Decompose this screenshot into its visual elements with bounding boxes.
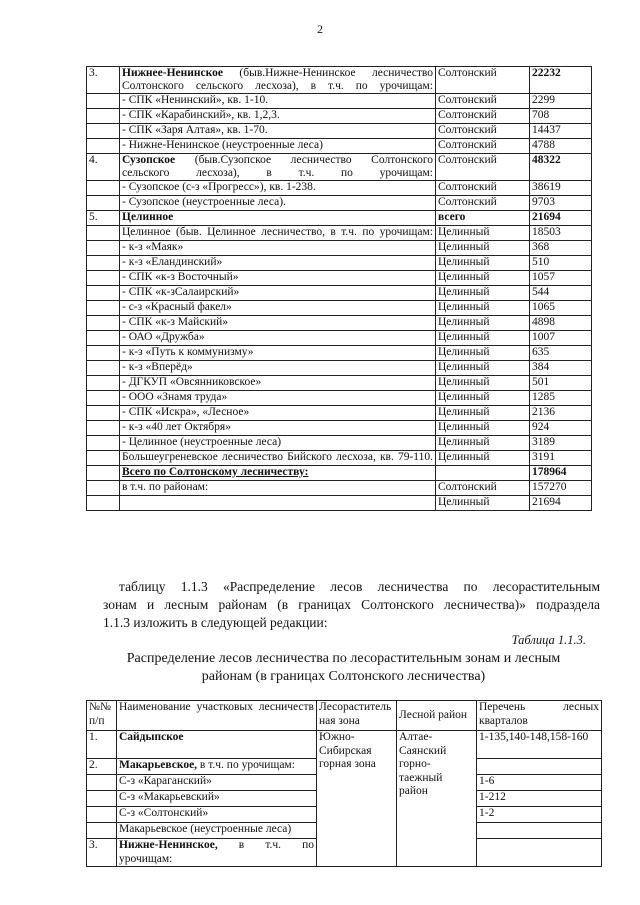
row-number bbox=[87, 466, 120, 481]
table-row bbox=[87, 331, 592, 346]
row-value: 3189 bbox=[530, 436, 592, 451]
row-number bbox=[87, 481, 120, 496]
name-text: - СПК «к-з Майский» bbox=[122, 316, 229, 328]
row-zone: Солтонский bbox=[436, 154, 530, 181]
row-number bbox=[87, 496, 120, 511]
name-text: - ООО «Знамя труда» bbox=[122, 391, 228, 403]
table-row bbox=[87, 226, 592, 241]
row-name bbox=[120, 436, 436, 451]
table-row bbox=[87, 301, 592, 316]
row-name bbox=[120, 481, 436, 496]
table-row bbox=[87, 481, 592, 496]
row-value: 708 bbox=[530, 109, 592, 124]
name-text: С-з «Караганский» bbox=[119, 775, 212, 787]
table-row bbox=[87, 109, 592, 124]
row-name bbox=[120, 139, 436, 154]
row-zone: Целинный bbox=[436, 226, 530, 241]
name-text: - СПК «к-зСалаирский» bbox=[122, 286, 240, 298]
row-zone: Солтонский bbox=[436, 181, 530, 196]
row-zone: Целинный bbox=[436, 316, 530, 331]
row-number bbox=[87, 139, 120, 154]
row-name bbox=[117, 775, 317, 791]
row-value: 924 bbox=[530, 421, 592, 436]
row-name bbox=[120, 241, 436, 256]
name-text: - Нижне-Ненинское (неустроенные леса) bbox=[122, 139, 323, 151]
name-text: - к-з «Вперёд» bbox=[122, 361, 193, 373]
heading-line: Распределение лесов лесничества по лесорастительным зонам и лесным bbox=[126, 651, 561, 666]
table-row bbox=[87, 196, 592, 211]
row-value: 18503 bbox=[530, 226, 592, 241]
name-text: Целинное bbox=[122, 211, 174, 223]
row-quarters bbox=[477, 759, 602, 775]
zone-cell: Южно-Сибирская горная зона bbox=[317, 731, 397, 839]
table-row bbox=[87, 406, 592, 421]
row-name bbox=[120, 286, 436, 301]
row-value: 2136 bbox=[530, 406, 592, 421]
row-name bbox=[120, 496, 436, 511]
row-value: 1285 bbox=[530, 391, 592, 406]
name-text: - Сузопское (с-з «Прогресс»), кв. 1-238. bbox=[122, 181, 316, 193]
row-number bbox=[87, 256, 120, 271]
row-value: 501 bbox=[530, 376, 592, 391]
row-number bbox=[87, 109, 120, 124]
row-name bbox=[120, 376, 436, 391]
row-zone: Целинный bbox=[436, 301, 530, 316]
row-quarters: 1-6 bbox=[477, 775, 602, 791]
row-name bbox=[120, 181, 436, 196]
row-number bbox=[87, 316, 120, 331]
row-number bbox=[87, 241, 120, 256]
row-number: 4. bbox=[87, 154, 120, 181]
table-row bbox=[87, 839, 602, 867]
row-value: 1007 bbox=[530, 331, 592, 346]
row-number bbox=[87, 376, 120, 391]
name-rest: (быв.Сузопское лесничество Солтонского сельского лесхоза), в т.ч. по урочищам: bbox=[122, 154, 434, 179]
row-name bbox=[120, 406, 436, 421]
row-value: 635 bbox=[530, 346, 592, 361]
header-name: Наименование участковых лесничеств bbox=[117, 701, 317, 731]
header-quarters: Перечень лесных кварталов bbox=[477, 701, 602, 731]
row-name bbox=[117, 823, 317, 839]
row-value: 510 bbox=[530, 256, 592, 271]
table-row bbox=[87, 731, 602, 759]
row-name bbox=[120, 331, 436, 346]
table-heading bbox=[86, 650, 601, 686]
row-number bbox=[87, 791, 117, 807]
row-name bbox=[120, 109, 436, 124]
row-name bbox=[120, 391, 436, 406]
row-value: 178964 bbox=[530, 466, 592, 481]
table-row bbox=[87, 154, 592, 181]
name-text: - ОАО «Дружба» bbox=[122, 331, 205, 343]
row-zone: всего bbox=[436, 211, 530, 226]
zone-cell-cont bbox=[317, 839, 397, 867]
row-value: 4898 bbox=[530, 316, 592, 331]
row-number bbox=[87, 301, 120, 316]
row-name bbox=[120, 451, 436, 466]
name-text: Всего по Солтонскому лесничеству: bbox=[122, 466, 309, 478]
row-value: 368 bbox=[530, 241, 592, 256]
name-head: Нижнее-Ненинское bbox=[122, 67, 223, 79]
name-text: С-з «Макарьевский» bbox=[119, 791, 220, 803]
table-row bbox=[87, 496, 592, 511]
row-name bbox=[117, 791, 317, 807]
table-row bbox=[87, 181, 592, 196]
row-name bbox=[120, 271, 436, 286]
name-rest: в т.ч. по урочищам: bbox=[119, 839, 314, 865]
row-name bbox=[120, 421, 436, 436]
row-number bbox=[87, 346, 120, 361]
row-zone: Целинный bbox=[436, 421, 530, 436]
table-row bbox=[87, 94, 592, 109]
row-value: 21694 bbox=[530, 211, 592, 226]
row-name bbox=[120, 346, 436, 361]
row-value: 21694 bbox=[530, 496, 592, 511]
row-number bbox=[87, 361, 120, 376]
row-number bbox=[87, 391, 120, 406]
row-number bbox=[87, 124, 120, 139]
row-name bbox=[120, 301, 436, 316]
row-quarters bbox=[477, 823, 602, 839]
table-row bbox=[87, 316, 592, 331]
row-name bbox=[120, 124, 436, 139]
row-number bbox=[87, 286, 120, 301]
row-number bbox=[87, 406, 120, 421]
row-number: 3. bbox=[87, 839, 117, 867]
amendment-paragraph bbox=[103, 578, 600, 632]
row-zone: Целинный bbox=[436, 376, 530, 391]
row-zone: Целинный bbox=[436, 406, 530, 421]
row-zone: Солтонский bbox=[436, 481, 530, 496]
row-value: 38619 bbox=[530, 181, 592, 196]
row-number: 1. bbox=[87, 731, 117, 759]
row-name bbox=[120, 211, 436, 226]
row-quarters: 1-212 bbox=[477, 791, 602, 807]
row-zone: Солтонский bbox=[436, 67, 530, 94]
row-number: 5. bbox=[87, 211, 120, 226]
row-value: 9703 bbox=[530, 196, 592, 211]
row-zone: Целинный bbox=[436, 241, 530, 256]
row-value: 48322 bbox=[530, 154, 592, 181]
row-value: 22232 bbox=[530, 67, 592, 94]
name-text: - СПК «Заря Алтая», кв. 1-70. bbox=[122, 124, 268, 136]
row-zone bbox=[436, 466, 530, 481]
row-name bbox=[120, 94, 436, 109]
row-value: 2299 bbox=[530, 94, 592, 109]
row-quarters: 1-135,140-148,158-160 bbox=[477, 731, 602, 759]
row-zone: Целинный bbox=[436, 271, 530, 286]
table-row bbox=[87, 211, 592, 226]
row-number bbox=[87, 196, 120, 211]
row-name bbox=[117, 759, 317, 775]
name-rest: (быв.Нижне-Ненинское лесничество Солтонского сельского лесхоза), в т.ч. по урочищам: bbox=[122, 67, 433, 92]
row-value: 1065 bbox=[530, 301, 592, 316]
row-name bbox=[120, 361, 436, 376]
name-text: - СПК «Карабинский», кв. 1,2,3. bbox=[122, 109, 280, 121]
table-row bbox=[87, 124, 592, 139]
header-district: Лесной район bbox=[397, 701, 477, 731]
row-number bbox=[87, 807, 117, 823]
row-value: 14437 bbox=[530, 124, 592, 139]
row-value: 157270 bbox=[530, 481, 592, 496]
row-number: 3. bbox=[87, 67, 120, 94]
table-row bbox=[87, 67, 592, 94]
row-zone: Целинный bbox=[436, 361, 530, 376]
row-zone: Целинный bbox=[436, 451, 530, 466]
name-text: С-з «Солтонский» bbox=[119, 807, 209, 819]
row-quarters: 1-2 bbox=[477, 807, 602, 823]
paragraph-line: таблицу 1.1.3 «Распределение лесов лесничества по лесорастительным bbox=[119, 579, 600, 594]
name-text: - Целинное (неустроенные леса) bbox=[122, 436, 282, 448]
row-quarters bbox=[477, 839, 602, 867]
name-text: - к-з «40 лет Октября» bbox=[122, 421, 231, 433]
row-zone: Солтонский bbox=[436, 196, 530, 211]
name-text: - ДГКУП «Овсянниковское» bbox=[122, 376, 262, 388]
row-name bbox=[117, 807, 317, 823]
name-rest: в т.ч. по урочищам: bbox=[197, 759, 295, 771]
row-number bbox=[87, 451, 120, 466]
name-text: в т.ч. по районам: bbox=[122, 481, 209, 493]
name-head: Сузопское bbox=[122, 154, 176, 166]
table-row bbox=[87, 256, 592, 271]
name-text: Макарьевское (неустроенные леса) bbox=[119, 823, 292, 835]
name-head: Нижне-Ненинское, bbox=[119, 839, 218, 851]
table-row bbox=[87, 376, 592, 391]
distribution-table bbox=[86, 700, 602, 867]
row-name bbox=[117, 839, 317, 867]
row-number bbox=[87, 775, 117, 791]
row-zone: Целинный bbox=[436, 496, 530, 511]
row-zone: Целинный bbox=[436, 436, 530, 451]
row-number bbox=[87, 331, 120, 346]
name-text: - Сузопское (неустроенные леса). bbox=[122, 196, 286, 208]
row-number bbox=[87, 823, 117, 839]
district-cell-cont bbox=[397, 839, 477, 867]
name-text: - СПК «Ненинский», кв. 1-10. bbox=[122, 94, 269, 106]
row-zone: Целинный bbox=[436, 346, 530, 361]
row-number bbox=[87, 181, 120, 196]
row-value: 1057 bbox=[530, 271, 592, 286]
row-name bbox=[120, 226, 436, 241]
header-num: №№ п/п bbox=[87, 701, 117, 731]
table-row bbox=[87, 139, 592, 154]
name-text: - к-з «Путь к коммунизму» bbox=[122, 346, 254, 358]
name-text: Целинное (быв. Целинное лесничество, в т.ч. по урочищам: bbox=[122, 226, 433, 238]
row-number: 2. bbox=[87, 759, 117, 775]
row-zone: Целинный bbox=[436, 256, 530, 271]
name-text: - к-з «Еландинский» bbox=[122, 256, 223, 268]
name-text: - СПК «к-з Восточный» bbox=[122, 271, 239, 283]
table-row bbox=[87, 241, 592, 256]
table-row bbox=[87, 436, 592, 451]
row-zone: Целинный bbox=[436, 391, 530, 406]
table-row bbox=[87, 391, 592, 406]
name-text: - с-з «Красный факел» bbox=[122, 301, 232, 313]
paragraph-line: 1.1.3 изложить в следующей редакции: bbox=[103, 615, 328, 630]
row-number bbox=[87, 226, 120, 241]
paragraph-line: зонам и лесным районам (в границах Солтонского лесничества)» подраздела bbox=[103, 597, 600, 612]
row-value: 544 bbox=[530, 286, 592, 301]
row-name bbox=[120, 196, 436, 211]
row-zone: Солтонский bbox=[436, 109, 530, 124]
row-zone: Целинный bbox=[436, 331, 530, 346]
table-row bbox=[87, 271, 592, 286]
row-name bbox=[120, 466, 436, 481]
table-row bbox=[87, 346, 592, 361]
row-value: 4788 bbox=[530, 139, 592, 154]
row-value: 384 bbox=[530, 361, 592, 376]
table-row bbox=[87, 361, 592, 376]
table-row bbox=[87, 466, 592, 481]
heading-line: районам (в границах Солтонского лесничества) bbox=[201, 669, 486, 684]
name-text: Большеугреневское лесничество Бийского лесхоза, кв. 79-110. bbox=[122, 451, 433, 463]
page-number: 2 bbox=[317, 22, 323, 36]
row-number bbox=[87, 436, 120, 451]
table-caption: Таблица 1.1.3. bbox=[511, 633, 586, 647]
row-name bbox=[120, 256, 436, 271]
name-text: - к-з «Маяк» bbox=[122, 241, 184, 253]
row-zone: Целинный bbox=[436, 286, 530, 301]
table-row bbox=[87, 451, 592, 466]
row-value: 3191 bbox=[530, 451, 592, 466]
district-cell: Алтае-Саянский горно-таежный район bbox=[397, 731, 477, 839]
row-zone: Солтонский bbox=[436, 139, 530, 154]
row-zone: Солтонский bbox=[436, 124, 530, 139]
name-text: - СПК «Искра», «Лесное» bbox=[122, 406, 250, 418]
name-head: Макарьевское, bbox=[119, 759, 198, 771]
row-name bbox=[117, 731, 317, 759]
forest-areas-table bbox=[86, 66, 592, 511]
row-number bbox=[87, 94, 120, 109]
name-text: Сайдыпское bbox=[119, 731, 184, 743]
header-zone: Лесорастительная зона bbox=[317, 701, 397, 731]
row-zone: Солтонский bbox=[436, 94, 530, 109]
row-name bbox=[120, 316, 436, 331]
row-number bbox=[87, 421, 120, 436]
row-name bbox=[120, 154, 436, 181]
table-row bbox=[87, 286, 592, 301]
row-name bbox=[120, 67, 436, 94]
table-row bbox=[87, 421, 592, 436]
row-number bbox=[87, 271, 120, 286]
